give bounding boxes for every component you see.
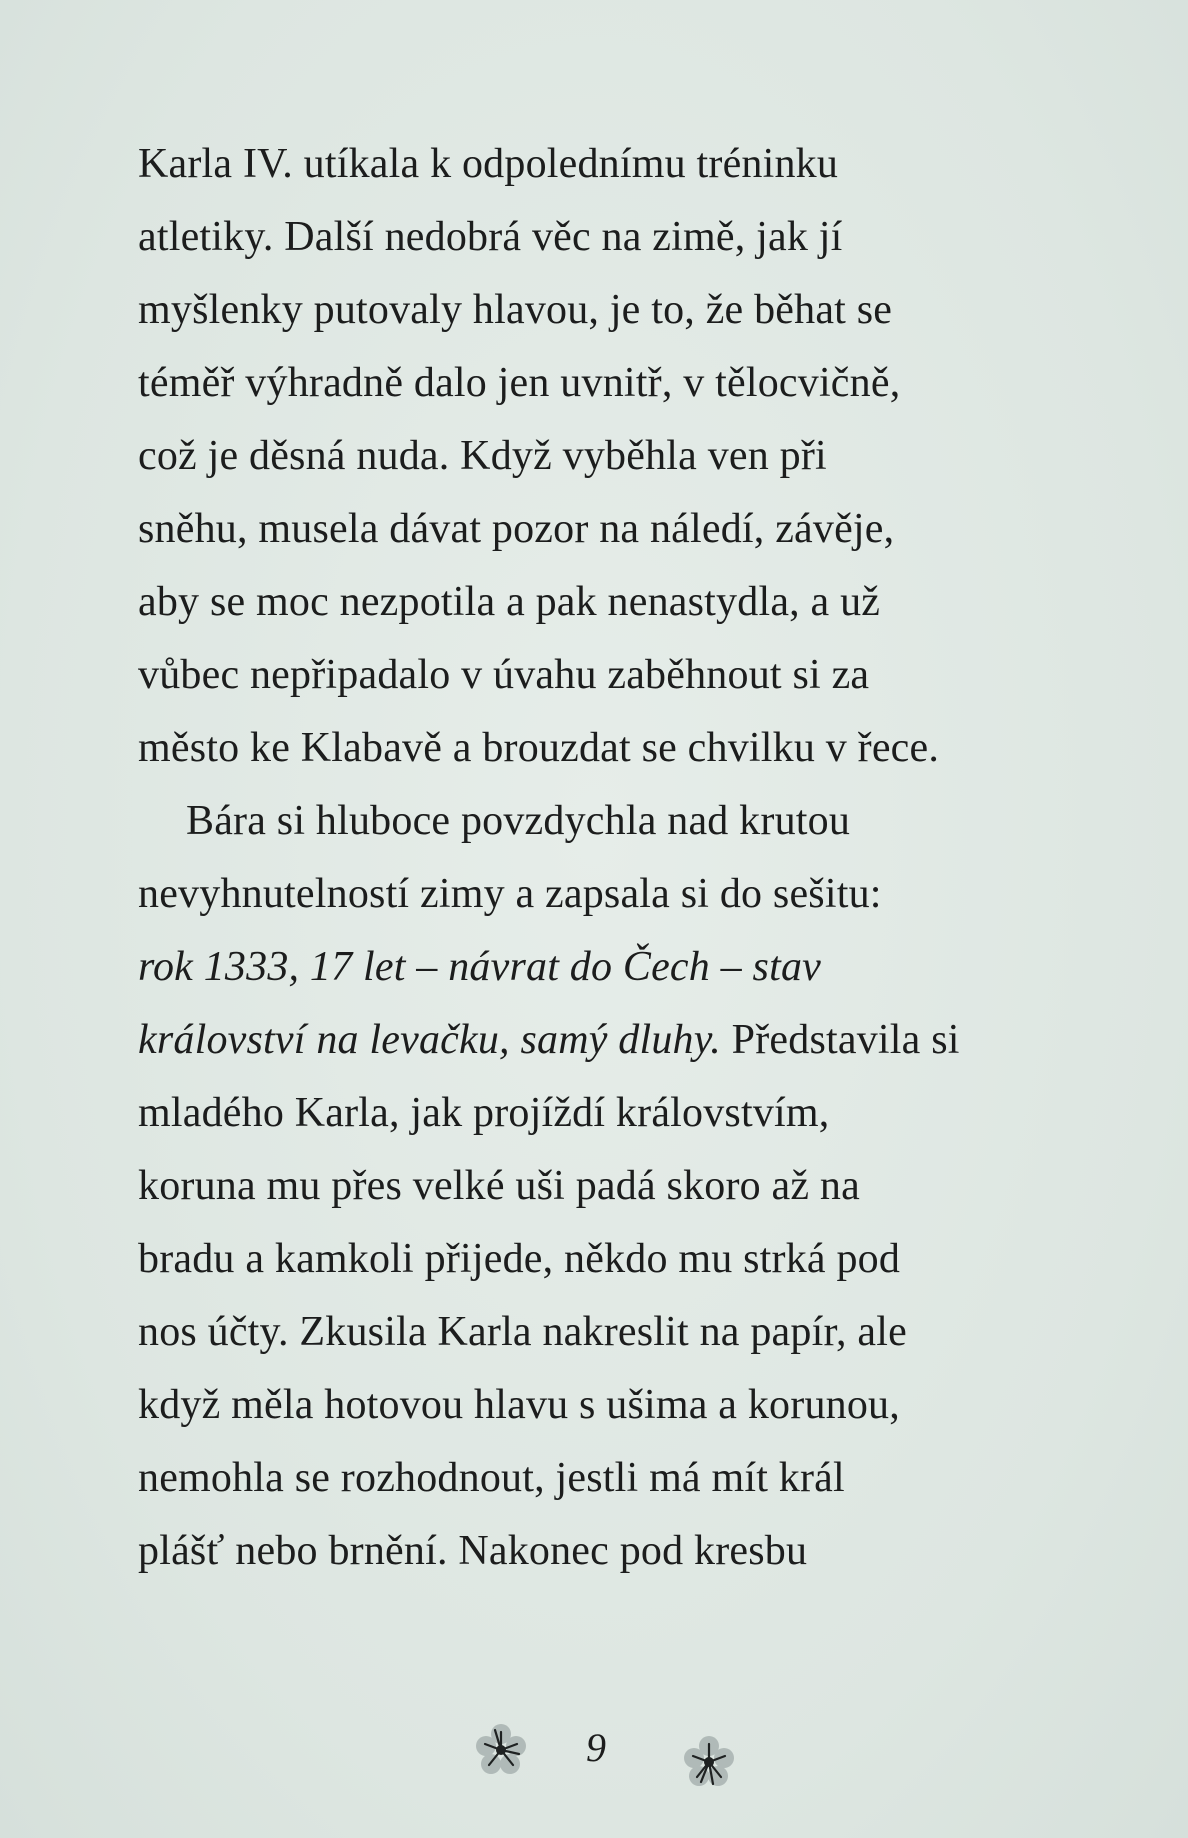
text-line: téměř výhradně dalo jen uvnitř, v tělocvičně, [138,360,901,406]
text-line-mixed [138,1004,1058,1077]
text-line: bradu a kamkoli přijede, někdo mu strká pod [138,1236,901,1282]
text-line: sněhu, musela dávat pozor na náledí, závěje, [138,506,895,552]
text-line: nemohla se rozhodnout, jestli má mít král [138,1455,845,1501]
flower-icon [679,1732,739,1792]
text-line: koruna mu přes velké uši padá skoro až na [138,1163,860,1209]
text-line: nevyhnutelností zimy a zapsala si do sešitu: [138,871,882,917]
text-fragment: Představila si [720,1017,960,1063]
text-line: když měla hotovou hlavu s ušima a korunou, [138,1382,900,1428]
text-line: Karla IV. utíkala k odpolednímu tréninku [138,141,839,187]
text-line: město ke Klabavě a brouzdat se chvilku v řece. [138,725,940,771]
text-line: nos účty. Zkusila Karla nakreslit na papír, ale [138,1309,907,1355]
flower-icon [471,1720,531,1780]
body-text [138,128,1058,1588]
text-line-italic [138,931,1058,1004]
text-line: mladého Karla, jak projíždí královstvím, [138,1090,830,1136]
text-line: myšlenky putovaly hlavou, je to, že běhat se [138,287,893,333]
page-number: 9 [586,1725,606,1770]
italic-note: království na levačku, samý dluhy. [138,1017,721,1063]
text-line: což je děsná nuda. Když vyběhla ven při [138,433,827,479]
page-footer [0,1710,1188,1800]
paragraph-start-line: Bára si hluboce povzdychla nad krutou [186,798,851,844]
text-line: plášť nebo brnění. Nakonec pod kresbu [138,1528,808,1574]
text-line: aby se moc nezpotila a pak nenastydla, a už [138,579,881,625]
italic-note: rok 1333, 17 let – návrat do Čech – stav [138,944,822,990]
text-line: atletiky. Další nedobrá věc na zimě, jak jí [138,214,843,260]
text-line: vůbec nepřipadalo v úvahu zaběhnout si za [138,652,870,698]
